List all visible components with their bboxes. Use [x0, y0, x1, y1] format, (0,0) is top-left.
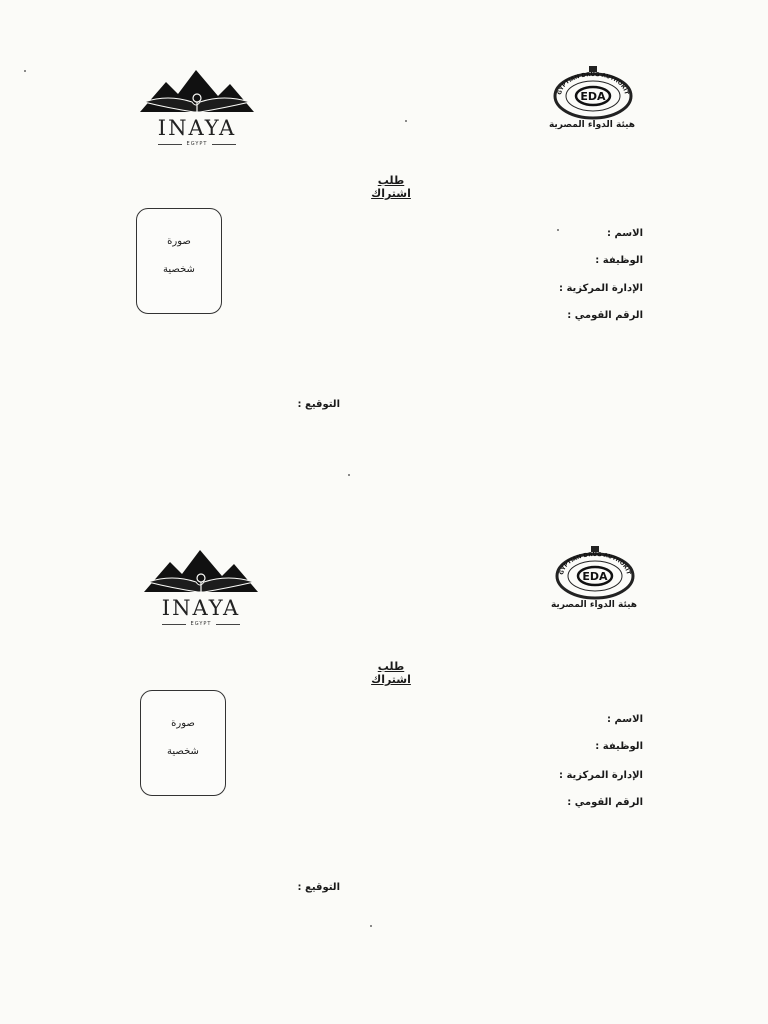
photo-label-line1: صورة	[171, 718, 195, 729]
inaya-sub: EGYPT	[190, 621, 212, 627]
eda-seal-icon	[548, 66, 638, 120]
eda-arabic-name: هيئة الدواء المصرية	[550, 600, 638, 610]
eda-logo	[548, 66, 638, 166]
field-name: الاسم :	[606, 228, 643, 239]
form-title: طلب اشتراك	[371, 660, 411, 686]
mountain-eagle-emblem-icon	[142, 548, 260, 596]
field-name: الاسم :	[606, 714, 643, 725]
inaya-wordmark: INAYA	[161, 596, 241, 620]
scan-speck	[370, 925, 372, 927]
inaya-logo	[142, 548, 260, 630]
signature-label: التوقيع :	[297, 399, 340, 410]
eda-logo	[550, 546, 640, 646]
eda-seal-icon	[550, 546, 640, 600]
scan-speck	[557, 229, 559, 231]
subscription-form-1	[0, 0, 768, 500]
divider	[212, 144, 236, 145]
photo-placeholder	[140, 690, 226, 796]
inaya-logo	[138, 68, 256, 150]
field-national-id: الرقم القومي :	[567, 797, 643, 808]
field-department: الإدارة المركزية :	[558, 770, 643, 781]
field-job: الوظيفة :	[595, 255, 643, 266]
eda-ring-text: GYPTIAN DRUG AUTHORIT	[558, 551, 631, 576]
mountain-eagle-emblem-icon	[138, 68, 256, 116]
eda-mark: EDA	[580, 90, 606, 103]
eda-ring-text: GYPTIAN DRUG AUTHORIT	[556, 71, 629, 96]
scan-speck	[405, 120, 407, 122]
field-job: الوظيفة :	[595, 741, 643, 752]
photo-label-line2: شخصية	[163, 264, 195, 275]
inaya-wordmark: INAYA	[157, 116, 237, 140]
field-department: الإدارة المركزية :	[558, 283, 643, 294]
photo-label-line2: شخصية	[167, 746, 199, 757]
photo-label-line1: صورة	[167, 236, 191, 247]
scan-speck	[348, 474, 350, 476]
field-national-id: الرقم القومي :	[567, 310, 643, 321]
photo-placeholder	[136, 208, 222, 314]
subscription-form-2	[0, 488, 768, 988]
eda-mark: EDA	[582, 570, 608, 583]
divider	[216, 624, 240, 625]
form-title: طلب اشتراك	[371, 174, 411, 200]
inaya-sub: EGYPT	[186, 141, 208, 147]
signature-label: التوقيع :	[297, 882, 340, 893]
scan-speck	[24, 70, 26, 72]
eda-arabic-name: هيئة الدواء المصرية	[548, 120, 636, 130]
